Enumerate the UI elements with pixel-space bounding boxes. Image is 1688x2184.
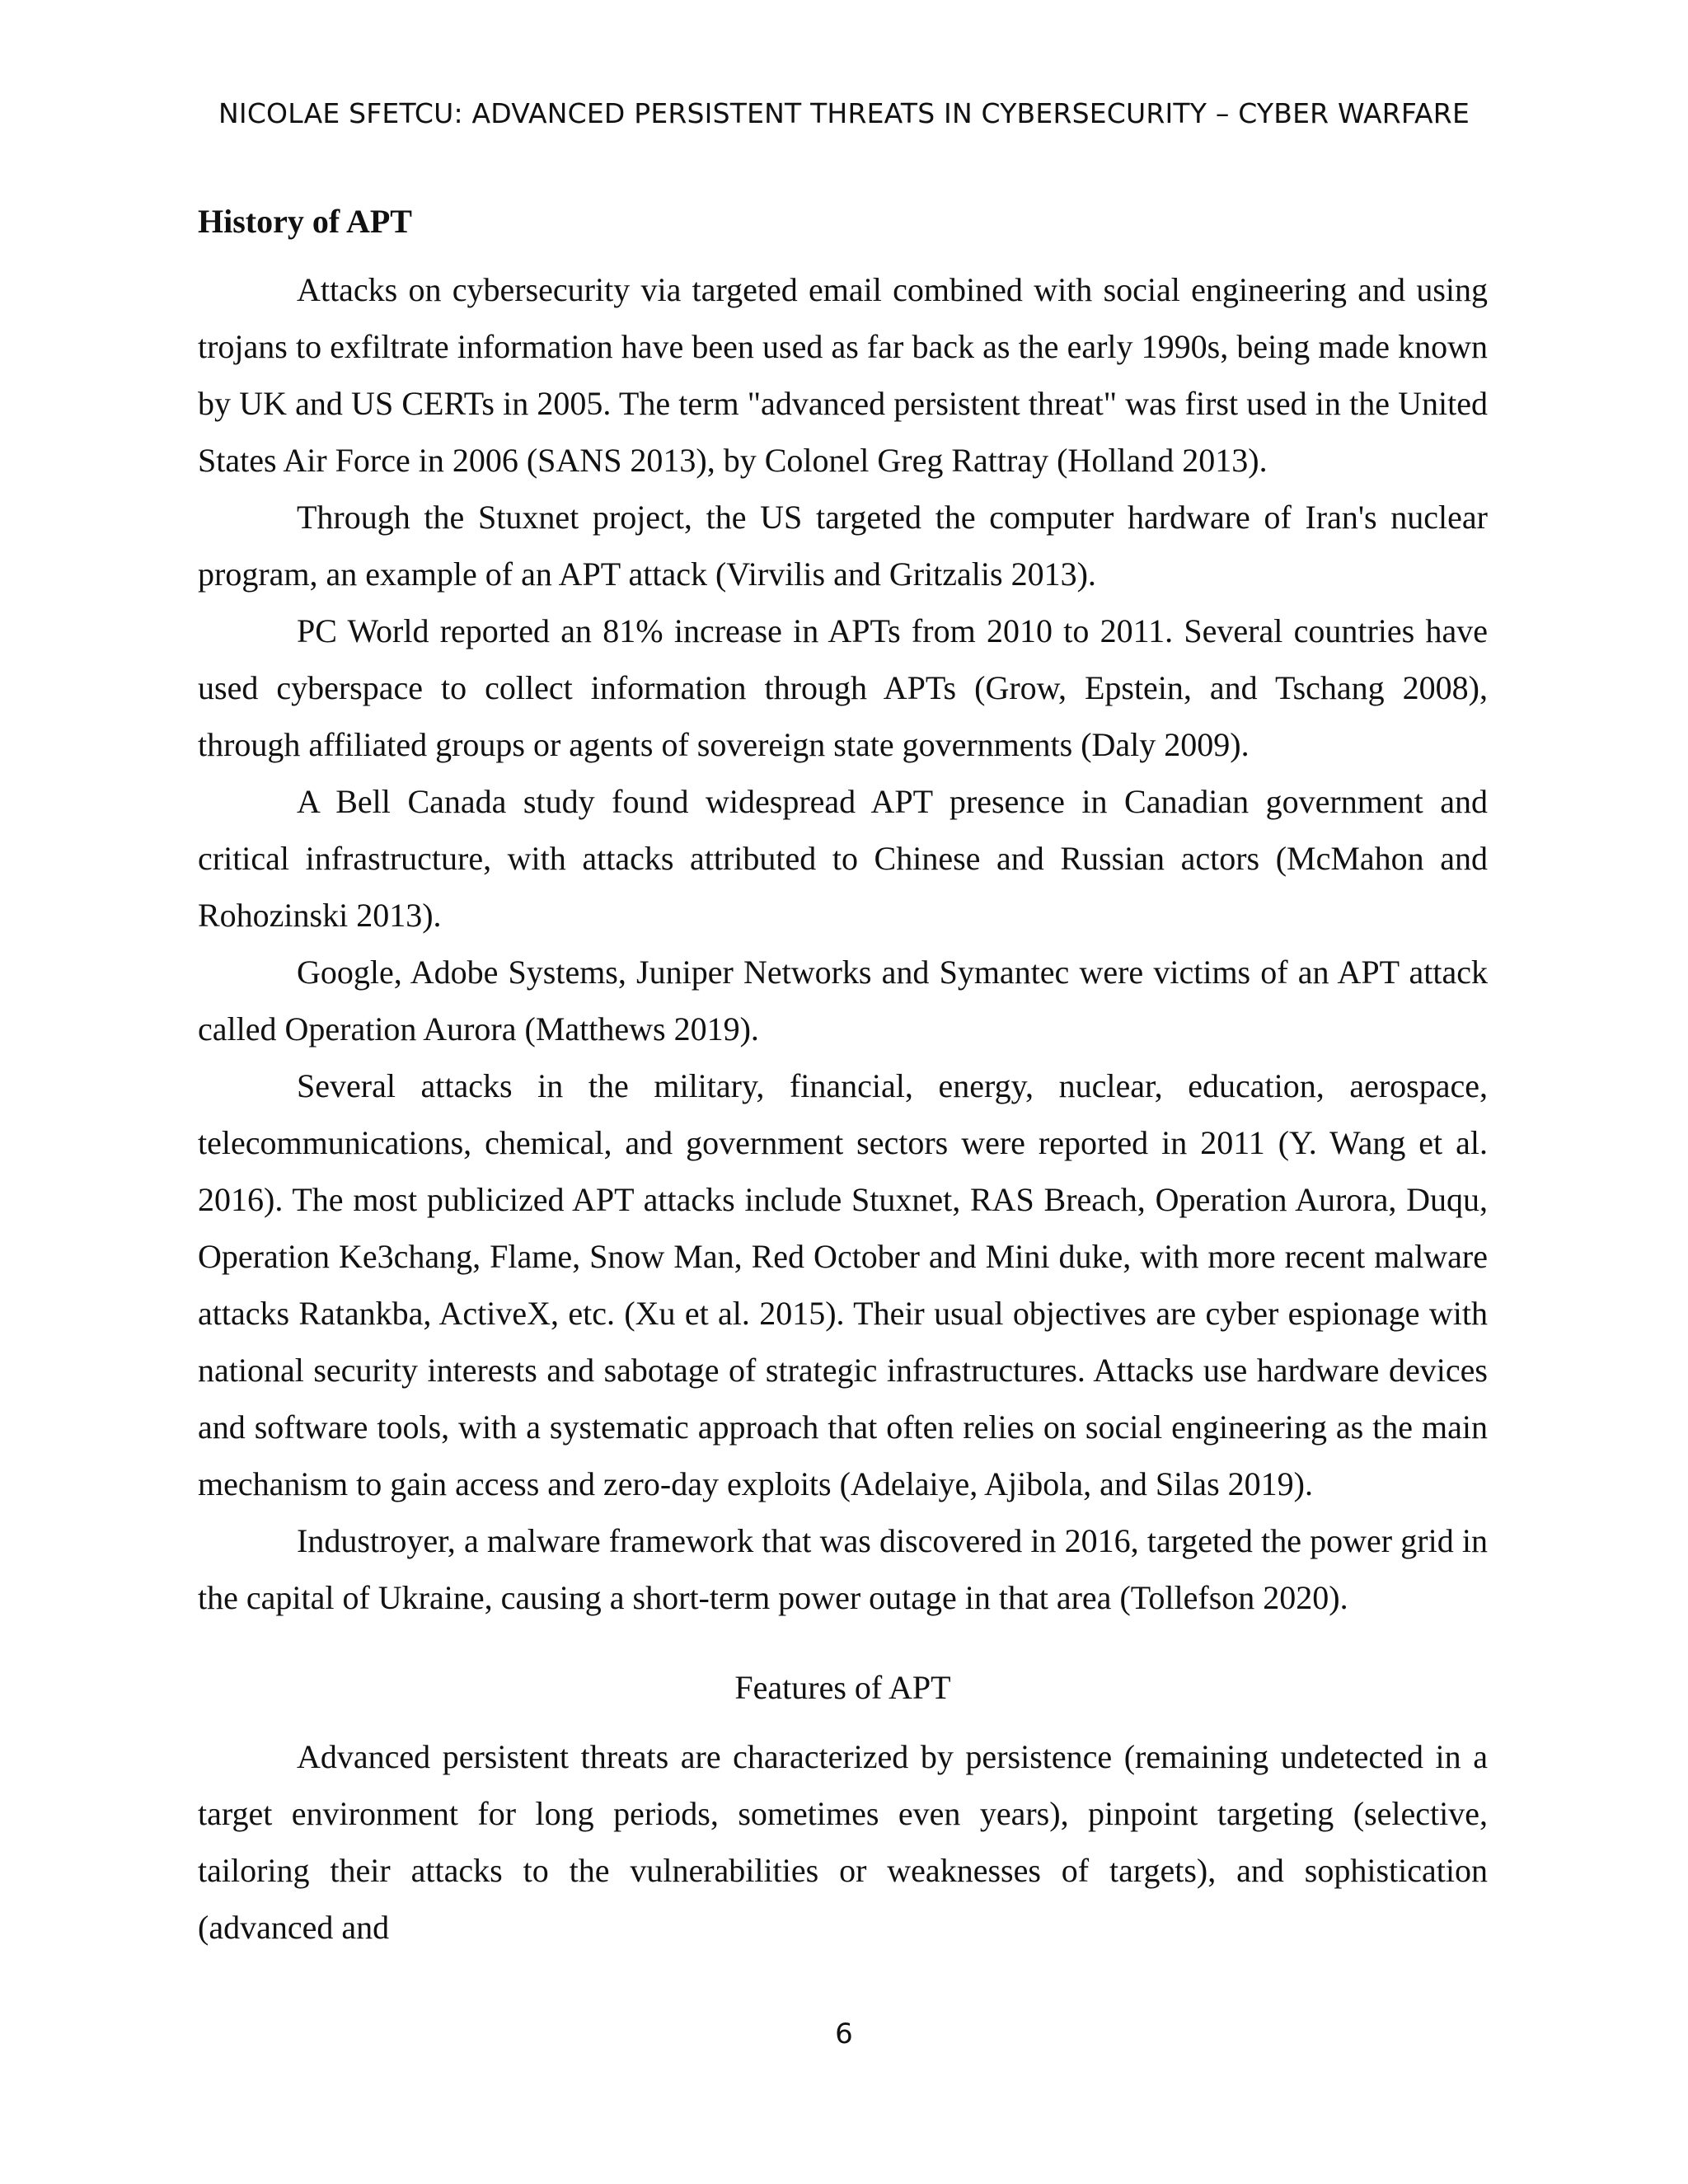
paragraph: PC World reported an 81% increase in APTs from 2010 to 2011. Several countries have used cyberspace to collect information through APTs (Grow, Epstein, and Tschang 2008), through affiliated groups or agents of sovereign state governments (Daly 2009). (198, 612, 1488, 763)
paragraph: Google, Adobe Systems, Juniper Networks and Symantec were victims of an APT attack called Operation Aurora (Matthews 2019). (198, 954, 1488, 1047)
paragraph: A Bell Canada study found widespread APT presence in Canadian government and critical infrastructure, with attacks attributed to Chinese and Russian actors (McMahon and Rohozinski 2013). (198, 783, 1488, 934)
paragraph: Attacks on cybersecurity via targeted email combined with social engineering and using trojans to exfiltrate information have been used as far back as the early 1990s, being made known by UK and US CERTs in 2005. The term "advanced persistent threat" was first used in the United States Air Force in 2006 (SANS 2013), by Colonel Greg Rattray (Holland 2013). (198, 271, 1488, 479)
paragraph: Through the Stuxnet project, the US targeted the computer hardware of Iran's nuclear program, an example of an APT attack (Virvilis and Gritzalis 2013). (198, 499, 1488, 593)
paragraph: Several attacks in the military, financial, energy, nuclear, education, aerospace, telecommunications, chemical, and government sectors were reported in 2011 (Y. Wang et al. 2016). The most publicized APT attacks include Stuxnet, RAS Breach, Operation Aurora, Duqu, Operation Ke3chang, Flame, Snow Man, Red October and Mini duke, with more recent malware attacks Ratankba, ActiveX, etc. (Xu et al. 2015). Their usual objectives are cyber espionage with national security interests and sabotage of strategic infrastructures. Attacks use hardware devices and software tools, with a systematic approach that often relies on social engineering as the main mechanism to gain access and zero-day exploits (Adelaiye, Ajibola, and Silas 2019). (198, 1067, 1488, 1502)
page-number: 6 (835, 2018, 853, 2050)
section-heading: History of APT (198, 203, 412, 240)
paragraph: Industroyer, a malware framework that was discovered in 2016, targeted the power grid in the capital of Ukraine, causing a short-term power outage in that area (Tollefson 2020). (198, 1522, 1488, 1616)
subsection-heading: Features of APT (734, 1669, 951, 1706)
paragraph: Advanced persistent threats are characterized by persistence (remaining undetected in a target environment for long periods, sometimes even years), pinpoint targeting (selective, tailoring their attacks to the vulnerabilities or weaknesses of targets), and sophistication (advanced and (198, 1738, 1488, 1946)
page-body (198, 193, 1488, 1956)
running-header: NICOLAE SFETCU: ADVANCED PERSISTENT THREATS IN CYBERSECURITY – CYBER WARFARE (218, 97, 1470, 129)
